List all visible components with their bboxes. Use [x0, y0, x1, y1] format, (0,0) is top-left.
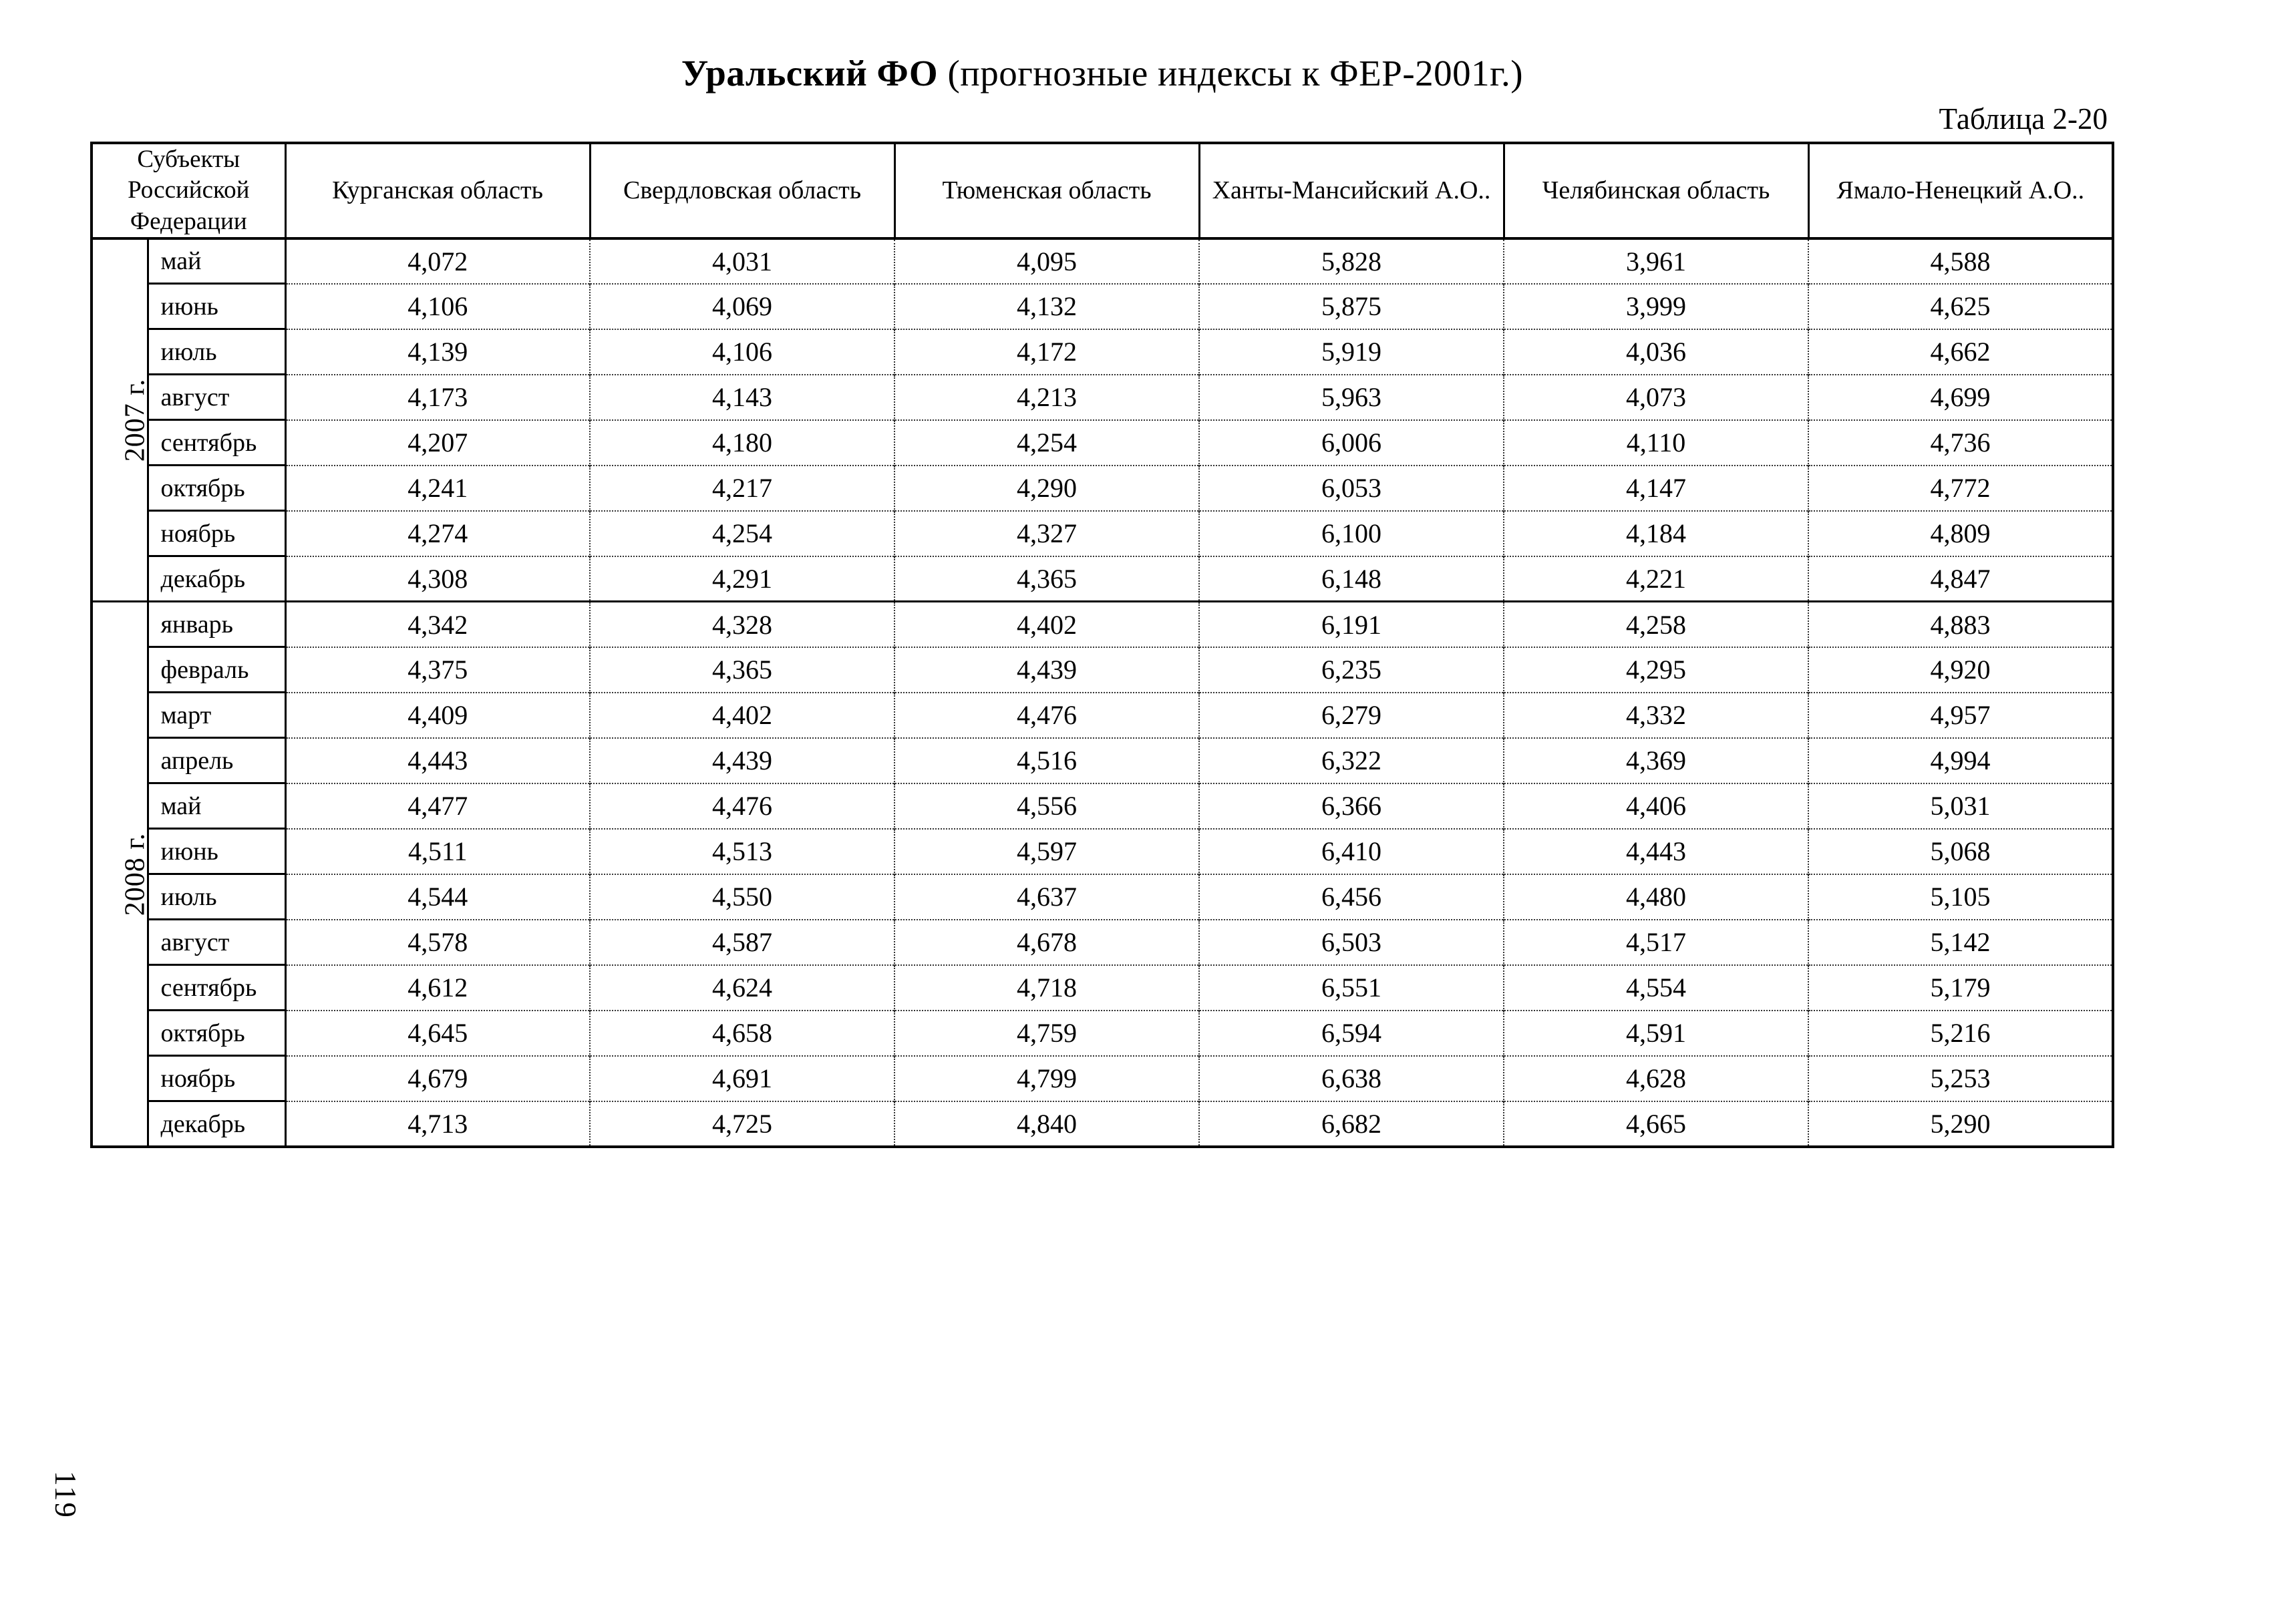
value-cell: 4,308: [285, 556, 590, 602]
value-cell: 4,332: [1504, 693, 1808, 738]
value-cell: 4,073: [1504, 375, 1808, 420]
value-cell: 4,132: [894, 284, 1199, 329]
value-cell: 4,409: [285, 693, 590, 738]
value-cell: 4,406: [1504, 783, 1808, 829]
title-subtitle: (прогнозные индексы к ФЕР-2001г.): [938, 53, 1524, 94]
value-cell: 4,678: [894, 920, 1199, 965]
value-cell: 4,327: [894, 511, 1199, 556]
column-header: Ханты-Мансийский А.О..: [1199, 143, 1504, 238]
column-header: Челябинская область: [1504, 143, 1808, 238]
value-cell: 4,476: [894, 693, 1199, 738]
value-cell: 4,184: [1504, 511, 1808, 556]
value-cell: 4,106: [285, 284, 590, 329]
value-cell: 4,476: [590, 783, 894, 829]
month-cell: октябрь: [148, 466, 285, 511]
page-title: [94, 52, 2111, 94]
value-cell: 4,994: [1808, 738, 2113, 783]
value-cell: 4,072: [285, 238, 590, 284]
value-cell: 6,638: [1199, 1056, 1504, 1101]
value-cell: 4,665: [1504, 1101, 1808, 1147]
month-cell: июль: [148, 329, 285, 375]
table-row: [92, 874, 2113, 920]
value-cell: 6,322: [1199, 738, 1504, 783]
value-cell: 4,365: [894, 556, 1199, 602]
table-row: [92, 829, 2113, 874]
value-cell: 4,725: [590, 1101, 894, 1147]
value-cell: 4,139: [285, 329, 590, 375]
value-cell: 4,556: [894, 783, 1199, 829]
title-region-name: Уральский ФО: [681, 53, 939, 94]
month-cell: июнь: [148, 829, 285, 874]
month-cell: апрель: [148, 738, 285, 783]
value-cell: 4,439: [590, 738, 894, 783]
month-cell: май: [148, 238, 285, 284]
value-cell: 4,513: [590, 829, 894, 874]
value-cell: 5,068: [1808, 829, 2113, 874]
value-cell: 3,999: [1504, 284, 1808, 329]
value-cell: 4,173: [285, 375, 590, 420]
table-row: [92, 602, 2113, 647]
value-cell: 4,365: [590, 647, 894, 693]
month-cell: август: [148, 375, 285, 420]
table-row: [92, 284, 2113, 329]
value-cell: 5,216: [1808, 1011, 2113, 1056]
value-cell: 4,069: [590, 284, 894, 329]
value-cell: 4,036: [1504, 329, 1808, 375]
value-cell: 4,402: [590, 693, 894, 738]
value-cell: 4,883: [1808, 602, 2113, 647]
value-cell: 5,253: [1808, 1056, 2113, 1101]
column-header: Свердловская область: [590, 143, 894, 238]
month-cell: май: [148, 783, 285, 829]
value-cell: 4,550: [590, 874, 894, 920]
month-cell: январь: [148, 602, 285, 647]
value-cell: 6,594: [1199, 1011, 1504, 1056]
row-header-title: Субъекты Российской Федерации: [92, 143, 285, 238]
value-cell: 4,180: [590, 420, 894, 466]
table-caption: Таблица 2-20: [1939, 102, 2108, 136]
value-cell: 6,410: [1199, 829, 1504, 874]
table-row: [92, 693, 2113, 738]
value-cell: 4,254: [894, 420, 1199, 466]
value-cell: 4,369: [1504, 738, 1808, 783]
forecast-indices-table: [90, 142, 2114, 1148]
value-cell: 4,612: [285, 965, 590, 1011]
table-row: [92, 1011, 2113, 1056]
month-cell: февраль: [148, 647, 285, 693]
value-cell: 4,147: [1504, 466, 1808, 511]
value-cell: 6,191: [1199, 602, 1504, 647]
value-cell: 4,110: [1504, 420, 1808, 466]
value-cell: 4,759: [894, 1011, 1199, 1056]
value-cell: 6,551: [1199, 965, 1504, 1011]
month-cell: март: [148, 693, 285, 738]
value-cell: 5,875: [1199, 284, 1504, 329]
value-cell: 4,213: [894, 375, 1199, 420]
value-cell: 4,718: [894, 965, 1199, 1011]
month-cell: июнь: [148, 284, 285, 329]
month-cell: сентябрь: [148, 420, 285, 466]
value-cell: 4,840: [894, 1101, 1199, 1147]
table-row: [92, 466, 2113, 511]
table-row: [92, 1101, 2113, 1147]
column-header: Курганская область: [285, 143, 590, 238]
value-cell: 4,516: [894, 738, 1199, 783]
value-cell: 4,772: [1808, 466, 2113, 511]
year-label: 2007 г.: [120, 378, 151, 462]
value-cell: 4,625: [1808, 284, 2113, 329]
value-cell: 6,148: [1199, 556, 1504, 602]
value-cell: 4,106: [590, 329, 894, 375]
value-cell: 4,477: [285, 783, 590, 829]
value-cell: 4,597: [894, 829, 1199, 874]
value-cell: 4,799: [894, 1056, 1199, 1101]
value-cell: 4,578: [285, 920, 590, 965]
value-cell: 5,290: [1808, 1101, 2113, 1147]
table-row: [92, 238, 2113, 284]
value-cell: 4,439: [894, 647, 1199, 693]
table-row: [92, 965, 2113, 1011]
table-row: [92, 556, 2113, 602]
value-cell: 4,658: [590, 1011, 894, 1056]
value-cell: 4,624: [590, 965, 894, 1011]
value-cell: 4,443: [285, 738, 590, 783]
value-cell: 4,217: [590, 466, 894, 511]
value-cell: 4,172: [894, 329, 1199, 375]
value-cell: 4,587: [590, 920, 894, 965]
month-cell: декабрь: [148, 1101, 285, 1147]
value-cell: 4,699: [1808, 375, 2113, 420]
value-cell: 4,342: [285, 602, 590, 647]
value-cell: 4,480: [1504, 874, 1808, 920]
value-cell: 4,809: [1808, 511, 2113, 556]
value-cell: 4,920: [1808, 647, 2113, 693]
month-cell: октябрь: [148, 1011, 285, 1056]
value-cell: 4,143: [590, 375, 894, 420]
value-cell: 4,241: [285, 466, 590, 511]
value-cell: 4,290: [894, 466, 1199, 511]
value-cell: 4,221: [1504, 556, 1808, 602]
value-cell: 4,511: [285, 829, 590, 874]
month-cell: ноябрь: [148, 1056, 285, 1101]
value-cell: 4,291: [590, 556, 894, 602]
column-header: Тюменская область: [894, 143, 1199, 238]
value-cell: 6,053: [1199, 466, 1504, 511]
year-label: 2008 г.: [120, 832, 151, 916]
value-cell: 4,274: [285, 511, 590, 556]
value-cell: 4,544: [285, 874, 590, 920]
value-cell: 4,628: [1504, 1056, 1808, 1101]
table-row: [92, 738, 2113, 783]
month-cell: ноябрь: [148, 511, 285, 556]
value-cell: 4,207: [285, 420, 590, 466]
table-row: [92, 647, 2113, 693]
value-cell: 4,637: [894, 874, 1199, 920]
value-cell: 6,006: [1199, 420, 1504, 466]
value-cell: 4,443: [1504, 829, 1808, 874]
month-cell: декабрь: [148, 556, 285, 602]
value-cell: 5,105: [1808, 874, 2113, 920]
value-cell: 4,713: [285, 1101, 590, 1147]
table-row: [92, 375, 2113, 420]
table-row: [92, 1056, 2113, 1101]
table-row: [92, 511, 2113, 556]
value-cell: 5,919: [1199, 329, 1504, 375]
value-cell: 3,961: [1504, 238, 1808, 284]
year-group-cell: [92, 238, 151, 602]
value-cell: 4,517: [1504, 920, 1808, 965]
value-cell: 4,095: [894, 238, 1199, 284]
column-header: Ямало-Ненецкий А.О..: [1808, 143, 2113, 238]
value-cell: 4,031: [590, 238, 894, 284]
value-cell: 5,963: [1199, 375, 1504, 420]
table-row: [92, 783, 2113, 829]
value-cell: 4,645: [285, 1011, 590, 1056]
value-cell: 4,736: [1808, 420, 2113, 466]
header-row: [92, 143, 2113, 238]
value-cell: 4,258: [1504, 602, 1808, 647]
value-cell: 4,375: [285, 647, 590, 693]
value-cell: 4,679: [285, 1056, 590, 1101]
value-cell: 6,100: [1199, 511, 1504, 556]
value-cell: 5,142: [1808, 920, 2113, 965]
value-cell: 4,402: [894, 602, 1199, 647]
value-cell: 5,179: [1808, 965, 2113, 1011]
value-cell: 4,662: [1808, 329, 2113, 375]
page-number: 119: [48, 1471, 82, 1519]
value-cell: 4,588: [1808, 238, 2113, 284]
value-cell: 6,235: [1199, 647, 1504, 693]
value-cell: 5,031: [1808, 783, 2113, 829]
month-cell: август: [148, 920, 285, 965]
value-cell: 6,279: [1199, 693, 1504, 738]
value-cell: 6,366: [1199, 783, 1504, 829]
table-row: [92, 920, 2113, 965]
value-cell: 6,456: [1199, 874, 1504, 920]
month-cell: сентябрь: [148, 965, 285, 1011]
year-group-cell: [92, 602, 151, 1147]
value-cell: 4,847: [1808, 556, 2113, 602]
value-cell: 4,295: [1504, 647, 1808, 693]
value-cell: 5,828: [1199, 238, 1504, 284]
table-row: [92, 329, 2113, 375]
value-cell: 4,691: [590, 1056, 894, 1101]
value-cell: 4,254: [590, 511, 894, 556]
table-row: [92, 420, 2113, 466]
value-cell: 4,591: [1504, 1011, 1808, 1056]
value-cell: 6,682: [1199, 1101, 1504, 1147]
month-cell: июль: [148, 874, 285, 920]
value-cell: 4,957: [1808, 693, 2113, 738]
value-cell: 6,503: [1199, 920, 1504, 965]
value-cell: 4,328: [590, 602, 894, 647]
value-cell: 4,554: [1504, 965, 1808, 1011]
